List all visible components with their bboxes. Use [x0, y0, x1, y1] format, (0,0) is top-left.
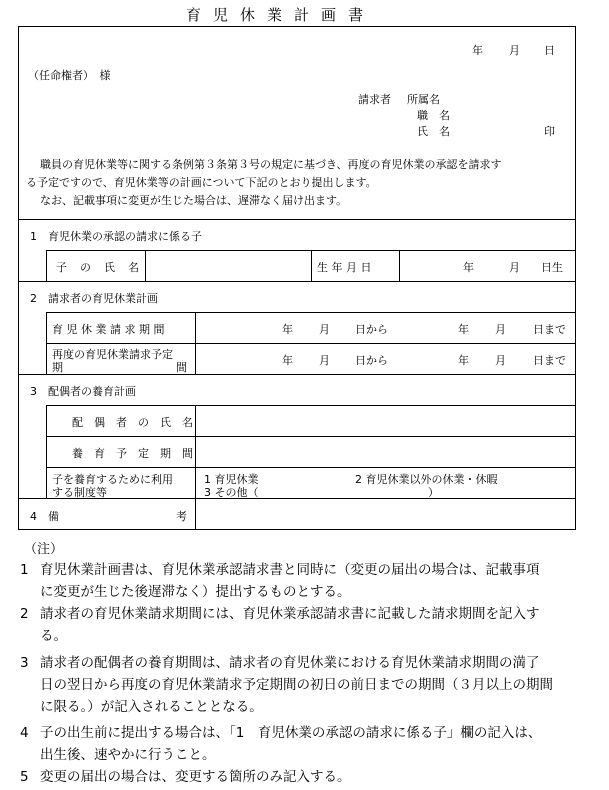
option-other-leave: 2 育児休業以外の休業・休暇: [355, 473, 498, 486]
note-3-line-2: 日の翌日から再度の育児休業請求予定期間の初日の前日までの期間（３月以上の期間: [40, 677, 553, 693]
appointer-label: （任命権者） 様: [28, 69, 111, 82]
position-label: 職 名: [417, 109, 450, 122]
note-1-line-2: に変更が生じた後遅滞なく）提出するものとする。: [40, 584, 351, 600]
rule: [311, 250, 312, 281]
section-1-heading: 1 育児休業の承認の請求に係る子: [30, 230, 202, 243]
intro-line-3: なお、記載事項に変更が生じた場合は、遅滞なく届け出ます。: [40, 194, 348, 207]
rule: [46, 405, 576, 406]
note-5-num: 5: [20, 769, 29, 785]
seal-mark: 印: [544, 125, 555, 138]
re-period-end-month: 月: [495, 354, 506, 367]
rule: [399, 250, 400, 281]
section-4-heading: 4 備: [30, 510, 59, 523]
note-3-num: 3: [20, 655, 29, 671]
page-title: 育児休業計画書: [186, 6, 376, 24]
date-month-label: 月: [509, 44, 520, 57]
rule: [195, 312, 196, 374]
re-period-label-line-2a: 期: [52, 361, 63, 374]
note-4-line-2: 出生後、速やかに行うこと。: [40, 747, 216, 763]
notes-title: （注）: [24, 542, 64, 557]
note-3-line-1: 請求者の配偶者の養育期間は、請求者の育児休業における育児休業請求期間の満了: [40, 655, 540, 671]
note-2-line-1: 請求者の育児休業請求期間には、育児休業承認請求書に記載した請求期間を記入す: [40, 606, 540, 622]
period-start-month: 月: [319, 323, 330, 336]
requester-label: 請求者: [358, 93, 391, 106]
dob-suffix-label: 日生: [541, 261, 563, 274]
note-2-line-2: る。: [40, 628, 67, 644]
rule: [195, 405, 196, 530]
period-end-month: 月: [495, 323, 506, 336]
rule: [46, 312, 576, 313]
note-2-num: 2: [20, 606, 29, 622]
period-from-label: 日から: [355, 323, 388, 336]
dob-month-label: 月: [509, 261, 520, 274]
note-4-num: 4: [20, 725, 29, 741]
system-label-line-2: する制度等: [52, 486, 107, 499]
period-start-year: 年: [282, 323, 293, 336]
re-period-label-line-2b: 間: [176, 361, 187, 374]
period-to-label: 日まで: [533, 323, 566, 336]
option-childcare-leave: 1 育児休業: [204, 473, 259, 486]
note-4-line-1: 子の出生前に提出する場合は、「1 育児休業の承認の請求に係る子」欄の記入は、: [40, 725, 542, 741]
option-other: 3 その他（: [204, 486, 259, 499]
rule: [46, 312, 47, 374]
name-label: 氏 名: [417, 125, 450, 138]
note-1-num: 1: [20, 562, 29, 578]
rule: [18, 374, 576, 375]
note-5-line-1: 変更の届出の場合は、変更する箇所のみ記入する。: [40, 769, 351, 785]
rule: [46, 405, 47, 498]
intro-line-2: る予定ですので、育児休業等の計画について下記のとおり提出します。: [26, 176, 377, 189]
note-1-line-1: 育児休業計画書は、育児休業承認請求書と同時に（変更の届出の場合は、記載事項: [40, 562, 540, 578]
period-end-year: 年: [458, 323, 469, 336]
period-label: 育 児 休 業 請 求 期 間: [52, 323, 165, 336]
rule: [46, 343, 576, 344]
dept-label: 所属名: [407, 93, 440, 106]
care-period-label: 養 育 予 定 期 間: [72, 447, 193, 460]
rule: [18, 281, 576, 282]
child-name-label: 子 の 氏 名: [56, 261, 140, 274]
option-other-close: ）: [428, 486, 439, 499]
section-2-heading: 2 請求者の育児休業計画: [30, 292, 158, 305]
re-period-from-label: 日から: [355, 354, 388, 367]
re-period-end-year: 年: [458, 354, 469, 367]
date-day-label: 日: [544, 44, 555, 57]
system-label-line-1: 子を養育するために利用: [52, 473, 173, 486]
intro-line-1: 職員の育児休業等に関する条例第３条第３号の規定に基づき、再度の育児休業の承認を請求す: [40, 158, 502, 171]
rule: [145, 250, 146, 281]
rule: [46, 250, 47, 281]
rule: [18, 219, 576, 220]
re-period-start-month: 月: [319, 354, 330, 367]
section-4-heading-end: 考: [176, 510, 187, 523]
section-3-heading: 3 配偶者の養育計画: [30, 385, 136, 398]
dob-year-label: 年: [463, 261, 474, 274]
re-period-to-label: 日まで: [533, 354, 566, 367]
re-period-start-year: 年: [282, 354, 293, 367]
note-3-line-3: に限る。）が記入されることとなる。: [40, 699, 263, 715]
dob-label: 生 年 月 日: [317, 261, 372, 274]
spouse-name-label: 配 偶 者 の 氏 名: [72, 416, 193, 429]
rule: [46, 436, 576, 437]
date-year-label: 年: [472, 44, 483, 57]
rule: [46, 467, 576, 468]
re-period-label-line-1: 再度の育児休業請求予定: [52, 348, 173, 361]
